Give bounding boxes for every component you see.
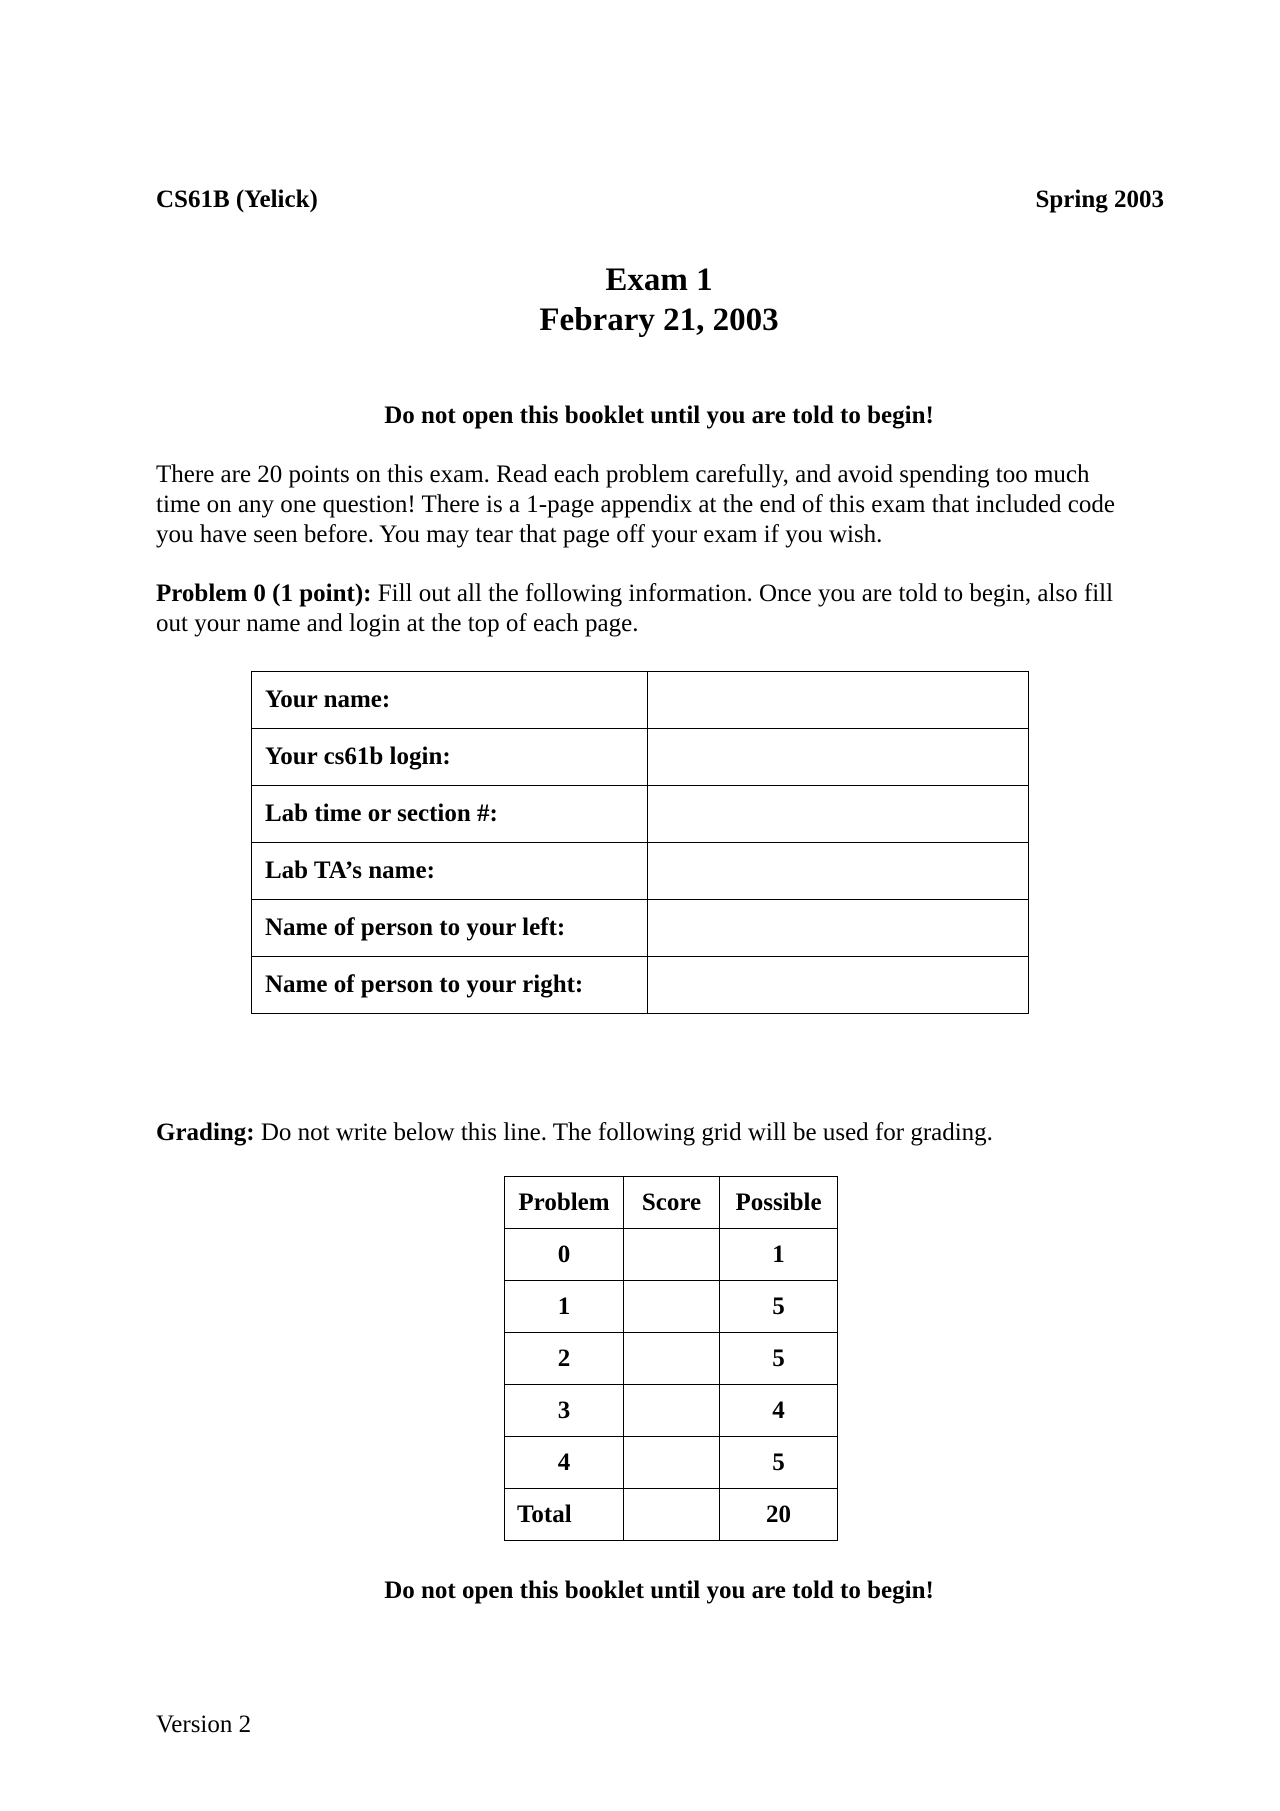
info-row (252, 786, 1029, 843)
intro-line: you have seen before. You may tear that page off your exam if you wish. (156, 521, 883, 548)
possible-points: 1 (720, 1229, 838, 1281)
problem-number: 0 (505, 1229, 624, 1281)
grading-text: Do not write below this line. The following grid will be used for grading. (254, 1119, 993, 1146)
table-row (505, 1229, 838, 1281)
info-row (252, 672, 1029, 729)
info-row (252, 729, 1029, 786)
exam-date: Febrary 21, 2003 (539, 302, 779, 338)
table-row (505, 1333, 838, 1385)
info-label: Your name: (252, 672, 648, 729)
info-row (252, 957, 1029, 1014)
warning-top: Do not open this booklet until you are told to begin! (384, 402, 934, 429)
info-answer-cell[interactable] (648, 957, 1029, 1014)
problem-number: 2 (505, 1333, 624, 1385)
score-cell (624, 1333, 720, 1385)
exam-title: Exam 1 (605, 262, 713, 298)
info-answer-cell[interactable] (648, 672, 1029, 729)
student-info-table (251, 671, 1029, 1014)
term-header: Spring 2003 (1035, 186, 1164, 213)
info-row (252, 900, 1029, 957)
problem-0-text: Fill out all the following information. Once you are told to begin, also fill (371, 580, 1114, 607)
table-row (505, 1437, 838, 1489)
score-cell (624, 1489, 720, 1541)
intro-line: There are 20 points on this exam. Read each problem carefully, and avoid spending too much (156, 461, 1090, 488)
score-cell (624, 1281, 720, 1333)
problem-0-line (156, 579, 1166, 609)
score-cell (624, 1229, 720, 1281)
info-answer-cell[interactable] (648, 900, 1029, 957)
score-cell (624, 1437, 720, 1489)
info-answer-cell[interactable] (648, 729, 1029, 786)
col-header-problem: Problem (505, 1177, 624, 1229)
col-header-score: Score (624, 1177, 720, 1229)
problem-number: 3 (505, 1385, 624, 1437)
problem-0-label: Problem 0 (1 point): (156, 580, 372, 607)
info-label: Lab time or section #: (252, 786, 648, 843)
total-row (505, 1489, 838, 1541)
score-cell (624, 1385, 720, 1437)
problem-number: 1 (505, 1281, 624, 1333)
grading-header-row (505, 1177, 838, 1229)
col-header-possible: Possible (720, 1177, 838, 1229)
problem-number: 4 (505, 1437, 624, 1489)
total-points: 20 (720, 1489, 838, 1541)
possible-points: 4 (720, 1385, 838, 1437)
problem-0-paragraph (156, 579, 1166, 639)
grading-table (504, 1176, 838, 1541)
version-label: Version 2 (156, 1711, 252, 1738)
grading-label: Grading: (156, 1119, 255, 1146)
info-answer-cell[interactable] (648, 843, 1029, 900)
intro-line: time on any one question! There is a 1-page appendix at the end of this exam that included code (156, 491, 1115, 518)
table-row (505, 1385, 838, 1437)
table-row (505, 1281, 838, 1333)
intro-paragraph (156, 460, 1166, 550)
possible-points: 5 (720, 1281, 838, 1333)
info-label: Your cs61b login: (252, 729, 648, 786)
info-label: Name of person to your right: (252, 957, 648, 1014)
problem-0-line: out your name and login at the top of each page. (156, 610, 639, 637)
grading-paragraph (156, 1118, 1166, 1148)
grading-line (156, 1118, 1166, 1148)
possible-points: 5 (720, 1333, 838, 1385)
info-label: Lab TA’s name: (252, 843, 648, 900)
total-label: Total (505, 1489, 624, 1541)
course-header: CS61B (Yelick) (156, 186, 318, 213)
possible-points: 5 (720, 1437, 838, 1489)
info-row (252, 843, 1029, 900)
info-label: Name of person to your left: (252, 900, 648, 957)
info-answer-cell[interactable] (648, 786, 1029, 843)
warning-bottom: Do not open this booklet until you are told to begin! (384, 1577, 934, 1604)
